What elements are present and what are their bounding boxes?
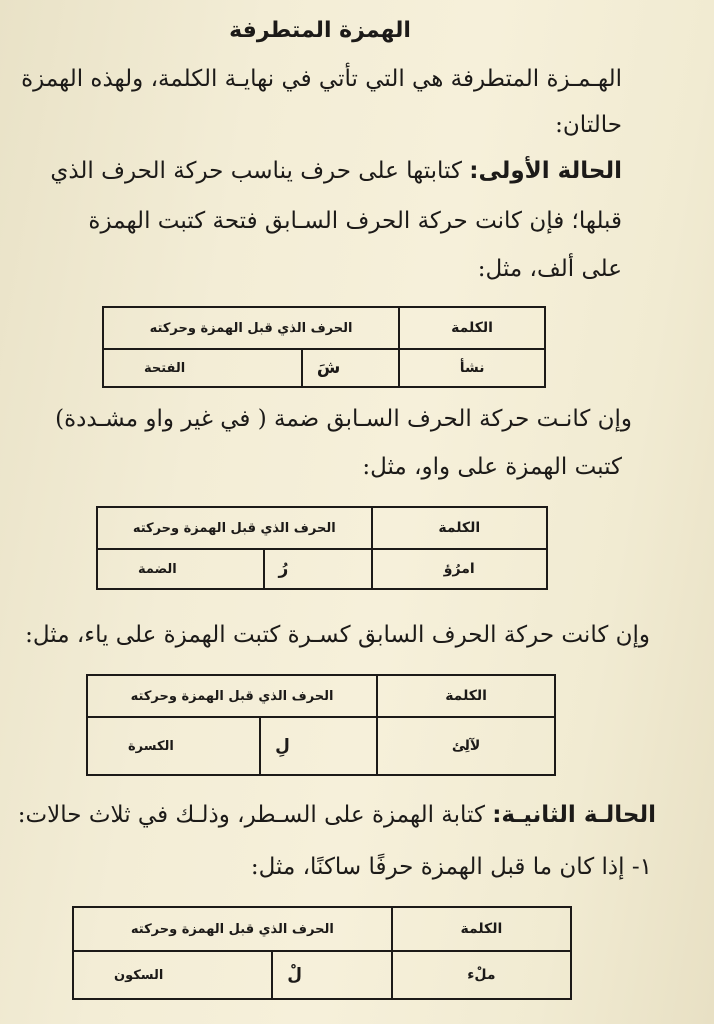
example-letter: لِ: [260, 717, 377, 775]
example-harakah: السكون: [73, 951, 272, 999]
example-harakah: الضمة: [97, 549, 264, 589]
header-letter: الحرف الذي قبل الهمزة وحركته: [87, 675, 377, 717]
example-table-kasra: [86, 674, 556, 776]
case2-line: [18, 800, 656, 830]
header-word: الكلمة: [377, 675, 555, 717]
header-word: الكلمة: [392, 907, 571, 951]
example-table-fatha: [102, 306, 546, 388]
header-letter: الحرف الذي قبل الهمزة وحركته: [73, 907, 392, 951]
example-harakah: الفتحة: [103, 349, 302, 387]
example-table-sukun: [72, 906, 572, 1000]
example-harakah: الكسرة: [87, 717, 260, 775]
example-word: نشأ: [399, 349, 545, 387]
page-title: الهمزة المتطرفة: [229, 18, 411, 43]
case1-line-1-text: كتابتها على حرف يناسب حركة الحرف الذي: [50, 158, 470, 184]
case1-line-3: على ألف، مثل:: [477, 256, 622, 282]
case1-line-2: قبلها؛ فإن كانت حركة الحرف السـابق فتحة كتبت الهمزة: [88, 208, 622, 234]
example-letter: شَ: [302, 349, 399, 387]
case2-label: الحالـة الثانيـة:: [492, 802, 656, 828]
example-table-damma: [96, 506, 548, 590]
header-word: الكلمة: [399, 307, 545, 349]
example-word: امرُؤ: [372, 549, 548, 589]
example-letter: لْ: [272, 951, 392, 999]
kasra-line-1: وإن كانت حركة الحرف السابق كسـرة كتبت الهمزة على ياء، مثل:: [25, 622, 650, 648]
case2-item-1: ١- إذا كان ما قبل الهمزة حرفًا ساكنًا، مثل:: [250, 854, 652, 880]
intro-line-1: الهـمـزة المتطرفة هي التي تأتي في نهايـة الكلمة، ولهذه الهمزة: [21, 66, 622, 92]
example-letter: رُ: [264, 549, 372, 589]
header-word: الكلمة: [372, 507, 548, 549]
example-word: لآلِئ: [377, 717, 555, 775]
case2-text: كتابة الهمزة على السـطر، وذلـك في ثلاث حالات:: [17, 802, 493, 828]
damma-line-2: كتبت الهمزة على واو، مثل:: [362, 454, 622, 480]
case1-label: الحالة الأولى:: [469, 158, 622, 184]
case1-line-1: [50, 156, 622, 186]
header-letter: الحرف الذي قبل الهمزة وحركته: [103, 307, 399, 349]
header-letter: الحرف الذي قبل الهمزة وحركته: [97, 507, 372, 549]
intro-line-2: حالتان:: [555, 112, 622, 138]
damma-line-1: وإن كانـت حركة الحرف السـابق ضمة ( في غير واو مشـددة): [55, 406, 632, 432]
example-word: ملْء: [392, 951, 571, 999]
